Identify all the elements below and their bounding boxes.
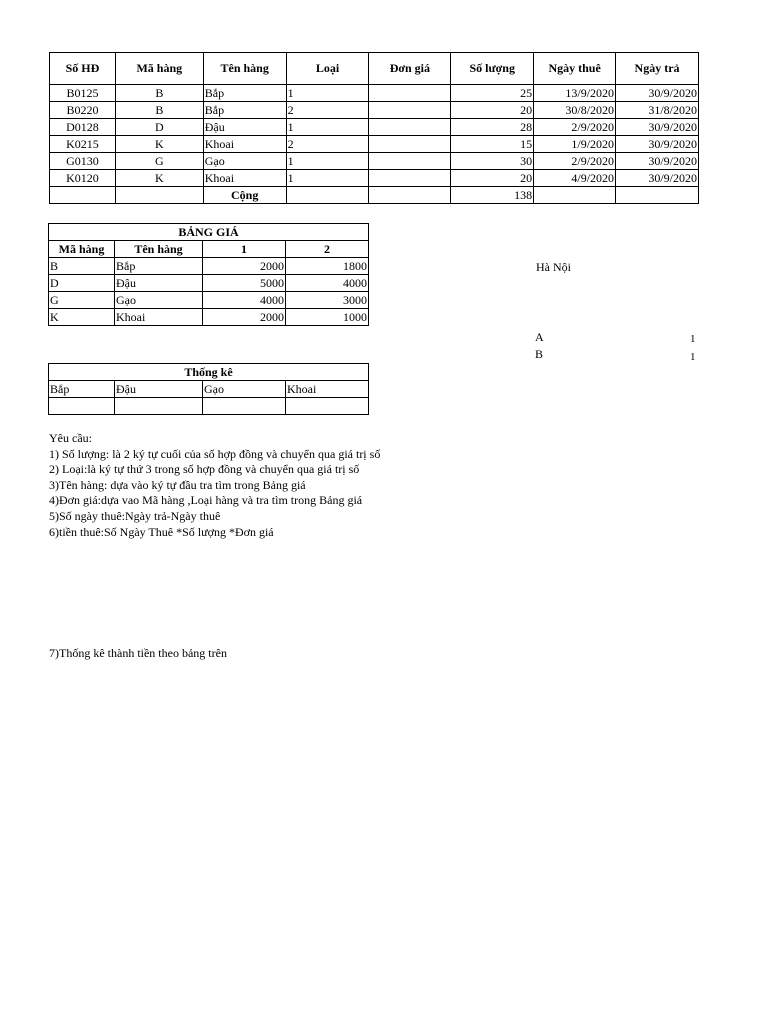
cell-don-gia[interactable] bbox=[369, 85, 451, 102]
cell-don-gia[interactable] bbox=[369, 119, 451, 136]
requirement-item: 3)Tên hàng: dựa vào ký tự đầu tra tìm trong Bảng giá bbox=[49, 477, 306, 492]
requirement-item: 2) Loại:là ký tự thứ 3 trong số hợp đồng và chuyển qua giá trị số bbox=[49, 462, 360, 477]
cell-ngay-thue[interactable]: 2/9/2020 bbox=[534, 153, 616, 170]
stats-value-row bbox=[49, 398, 369, 415]
header-ma-hang: Mã hàng bbox=[115, 53, 203, 85]
cell-loai[interactable]: 2 bbox=[286, 102, 369, 119]
cell-ten-hang[interactable]: Đậu bbox=[203, 119, 286, 136]
requirement-item: 1) Số lượng: là 2 ký tự cuối của số hợp đồng và chuyển qua giá trị số bbox=[49, 446, 381, 461]
stats-header-dau: Đậu bbox=[115, 381, 203, 398]
table-row bbox=[50, 102, 699, 119]
price-cell-name[interactable]: Đậu bbox=[115, 275, 203, 292]
cell-so-hd[interactable]: B0125 bbox=[50, 85, 116, 102]
total-empty-cell[interactable] bbox=[534, 187, 616, 204]
cell-ngay-thue[interactable]: 30/8/2020 bbox=[534, 102, 616, 119]
cell-so-luong[interactable]: 20 bbox=[451, 102, 534, 119]
price-header-row bbox=[49, 241, 369, 258]
cell-ma-hang[interactable]: B bbox=[115, 85, 203, 102]
price-cell-name[interactable]: Khoai bbox=[115, 309, 203, 326]
requirements-block bbox=[49, 431, 380, 540]
total-row bbox=[50, 187, 699, 204]
cell-so-hd[interactable]: D0128 bbox=[50, 119, 116, 136]
requirement-item-7: 7)Thống kê thành tiền theo bảng trên bbox=[49, 646, 227, 660]
price-header-type-2: 2 bbox=[286, 241, 369, 258]
stats-header-khoai: Khoai bbox=[286, 381, 369, 398]
cell-ten-hang[interactable]: Bắp bbox=[203, 85, 286, 102]
value-a: 1 bbox=[690, 333, 696, 345]
table-row bbox=[50, 136, 699, 153]
cell-loai[interactable]: 1 bbox=[286, 170, 369, 187]
price-header-type-1: 1 bbox=[203, 241, 286, 258]
rental-table bbox=[49, 52, 699, 204]
requirement-item: 5)Số ngày thuê:Ngày trả-Ngày thuê bbox=[49, 508, 221, 523]
requirement-item: 6)tiền thuê:Số Ngày Thuê *Số lượng *Đơn giá bbox=[49, 524, 274, 539]
stats-header-row bbox=[49, 381, 369, 398]
stats-table bbox=[48, 363, 369, 415]
requirement-item: 4)Đơn giá:dựa vao Mã hàng ,Loại hàng và tra tìm trong Bảng giá bbox=[49, 493, 363, 508]
cell-ten-hang[interactable]: Bắp bbox=[203, 102, 286, 119]
table-row bbox=[50, 119, 699, 136]
table-row bbox=[50, 170, 699, 187]
total-empty-cell[interactable] bbox=[286, 187, 369, 204]
cell-so-luong[interactable]: 28 bbox=[451, 119, 534, 136]
table-row bbox=[50, 153, 699, 170]
header-ngay-thue: Ngày thuê bbox=[534, 53, 616, 85]
cell-ngay-tra[interactable]: 30/9/2020 bbox=[616, 153, 699, 170]
cell-ma-hang[interactable]: K bbox=[115, 136, 203, 153]
label-a: A bbox=[535, 330, 544, 344]
city-label: Hà Nội bbox=[536, 260, 571, 274]
stats-value-gao[interactable] bbox=[203, 398, 286, 415]
cell-so-hd[interactable]: K0215 bbox=[50, 136, 116, 153]
stats-table-title: Thống kê bbox=[49, 364, 369, 381]
cell-ma-hang[interactable]: K bbox=[115, 170, 203, 187]
header-don-gia: Đơn giá bbox=[369, 53, 451, 85]
price-cell-type-2[interactable]: 1800 bbox=[286, 258, 369, 275]
cell-so-luong[interactable]: 30 bbox=[451, 153, 534, 170]
cell-so-hd[interactable]: B0220 bbox=[50, 102, 116, 119]
total-value[interactable]: 138 bbox=[451, 187, 534, 204]
price-cell-type-1[interactable]: 2000 bbox=[203, 258, 286, 275]
table-row bbox=[49, 292, 369, 309]
cell-ngay-tra[interactable]: 30/9/2020 bbox=[616, 119, 699, 136]
cell-ten-hang[interactable]: Khoai bbox=[203, 136, 286, 153]
cell-ngay-tra[interactable]: 30/9/2020 bbox=[616, 170, 699, 187]
cell-don-gia[interactable] bbox=[369, 136, 451, 153]
cell-ngay-thue[interactable]: 2/9/2020 bbox=[534, 119, 616, 136]
cell-loai[interactable]: 2 bbox=[286, 136, 369, 153]
cell-ten-hang[interactable]: Khoai bbox=[203, 170, 286, 187]
cell-loai[interactable]: 1 bbox=[286, 119, 369, 136]
price-header-ten-hang: Tên hàng bbox=[115, 241, 203, 258]
price-cell-type-1[interactable]: 2000 bbox=[203, 309, 286, 326]
label-b: B bbox=[535, 347, 544, 361]
price-cell-name[interactable]: Gạo bbox=[115, 292, 203, 309]
cell-so-luong[interactable]: 20 bbox=[451, 170, 534, 187]
total-empty-cell[interactable] bbox=[369, 187, 451, 204]
cell-don-gia[interactable] bbox=[369, 170, 451, 187]
price-cell-code[interactable]: K bbox=[49, 309, 115, 326]
price-table bbox=[48, 223, 369, 326]
cell-ten-hang[interactable]: Gạo bbox=[203, 153, 286, 170]
price-cell-type-2[interactable]: 4000 bbox=[286, 275, 369, 292]
cell-so-luong[interactable]: 25 bbox=[451, 85, 534, 102]
table-row bbox=[49, 309, 369, 326]
price-cell-type-1[interactable]: 4000 bbox=[203, 292, 286, 309]
cell-don-gia[interactable] bbox=[369, 153, 451, 170]
price-cell-name[interactable]: Bắp bbox=[115, 258, 203, 275]
total-empty-cell[interactable] bbox=[50, 187, 116, 204]
header-ten-hang: Tên hàng bbox=[203, 53, 286, 85]
price-cell-code[interactable]: D bbox=[49, 275, 115, 292]
price-cell-type-1[interactable]: 5000 bbox=[203, 275, 286, 292]
table-row bbox=[50, 85, 699, 102]
cell-ma-hang[interactable]: G bbox=[115, 153, 203, 170]
cell-ngay-thue[interactable]: 1/9/2020 bbox=[534, 136, 616, 153]
cell-don-gia[interactable] bbox=[369, 102, 451, 119]
value-b: 1 bbox=[690, 351, 696, 363]
price-title-row bbox=[49, 224, 369, 241]
stats-value-bap[interactable] bbox=[49, 398, 115, 415]
cell-ma-hang[interactable]: D bbox=[115, 119, 203, 136]
price-cell-code[interactable]: B bbox=[49, 258, 115, 275]
cell-loai[interactable]: 1 bbox=[286, 85, 369, 102]
price-cell-type-2[interactable]: 1000 bbox=[286, 309, 369, 326]
total-label[interactable]: Cộng bbox=[203, 187, 286, 204]
table-header-row bbox=[50, 53, 699, 85]
price-header-ma-hang: Mã hàng bbox=[49, 241, 115, 258]
total-empty-cell[interactable] bbox=[616, 187, 699, 204]
stats-value-khoai[interactable] bbox=[286, 398, 369, 415]
header-ngay-tra: Ngày trả bbox=[616, 53, 699, 85]
cell-ma-hang[interactable]: B bbox=[115, 102, 203, 119]
cell-ngay-tra[interactable]: 30/9/2020 bbox=[616, 136, 699, 153]
table-row bbox=[49, 275, 369, 292]
price-table-title: BẢNG GIÁ bbox=[49, 224, 369, 241]
price-cell-code[interactable]: G bbox=[49, 292, 115, 309]
cell-so-hd[interactable]: G0130 bbox=[50, 153, 116, 170]
total-empty-cell[interactable] bbox=[115, 187, 203, 204]
cell-so-luong[interactable]: 15 bbox=[451, 136, 534, 153]
cell-ngay-thue[interactable]: 13/9/2020 bbox=[534, 85, 616, 102]
cell-so-hd[interactable]: K0120 bbox=[50, 170, 116, 187]
header-loai: Loại bbox=[286, 53, 369, 85]
stats-header-gao: Gạo bbox=[203, 381, 286, 398]
requirements-heading: Yêu cầu: bbox=[49, 431, 92, 445]
cell-ngay-tra[interactable]: 30/9/2020 bbox=[616, 85, 699, 102]
cell-ngay-thue[interactable]: 4/9/2020 bbox=[534, 170, 616, 187]
stats-header-bap: Bắp bbox=[49, 381, 115, 398]
price-cell-type-2[interactable]: 3000 bbox=[286, 292, 369, 309]
table-row bbox=[49, 258, 369, 275]
header-so-hd: Số HĐ bbox=[50, 53, 116, 85]
stats-value-dau[interactable] bbox=[115, 398, 203, 415]
stats-title-row bbox=[49, 364, 369, 381]
header-so-luong: Số lượng bbox=[451, 53, 534, 85]
cell-ngay-tra[interactable]: 31/8/2020 bbox=[616, 102, 699, 119]
cell-loai[interactable]: 1 bbox=[286, 153, 369, 170]
